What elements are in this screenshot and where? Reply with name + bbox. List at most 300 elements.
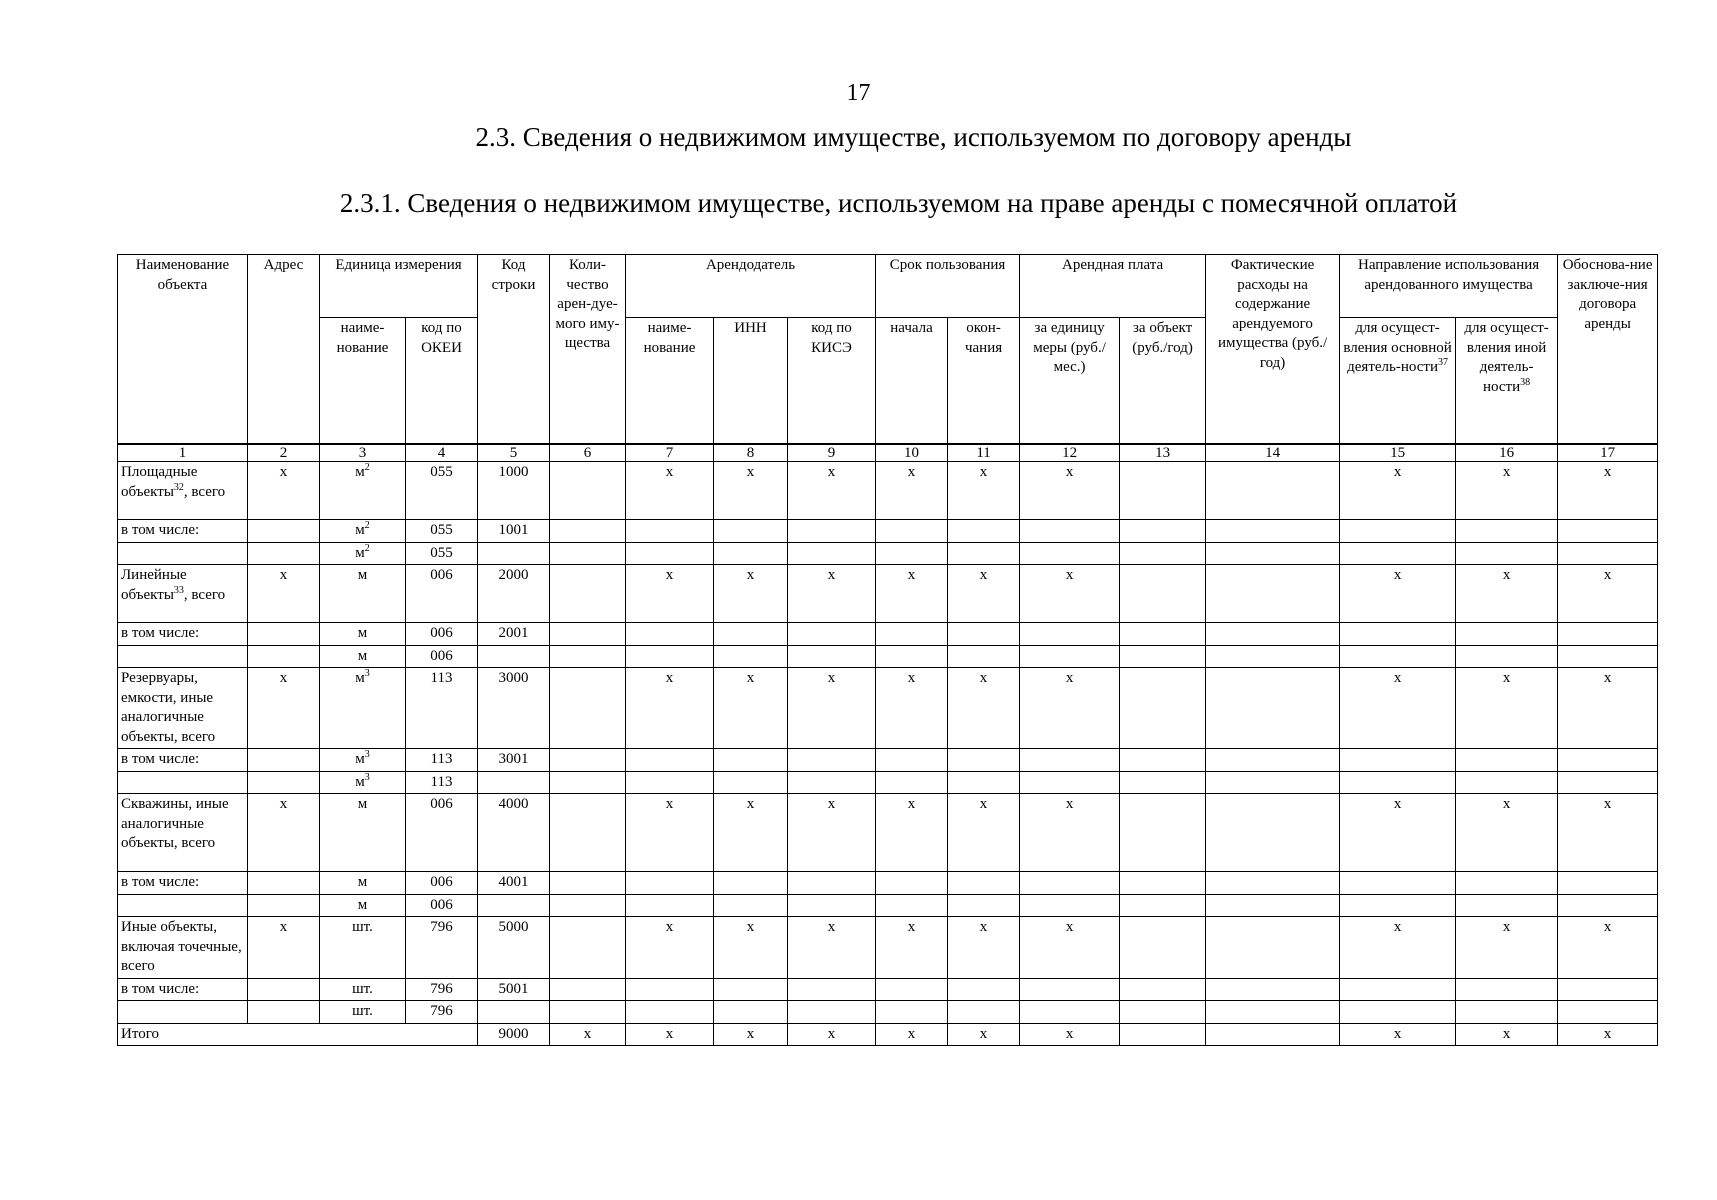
unit-name: шт.: [352, 980, 373, 997]
header-usage-group: Направление использования арендованного имущества: [1340, 255, 1558, 318]
start-cell: x: [876, 794, 948, 872]
object-name-cell: [118, 542, 248, 565]
use-main-cell: [1340, 623, 1456, 646]
okei-code-cell: 055: [406, 462, 478, 520]
qty-cell: [550, 872, 626, 895]
table-row: [118, 645, 1658, 668]
use-other-cell: x: [1456, 565, 1558, 623]
qty-cell: [550, 771, 626, 794]
kise-cell: x: [788, 668, 876, 749]
unit-name: м: [357, 567, 368, 583]
okei-code-cell: 006: [406, 794, 478, 872]
unit-name-cell: [320, 668, 406, 749]
costs-cell: [1206, 894, 1340, 917]
footnote-ref-37: 37: [1438, 357, 1449, 368]
unit-name-cell: [320, 794, 406, 872]
object-name-cell: [118, 1001, 248, 1024]
qty-cell: [550, 645, 626, 668]
address-cell: [248, 542, 320, 565]
per-object-cell: [1120, 645, 1206, 668]
unit-exponent: 3: [364, 749, 370, 760]
header-unit-code: код по ОКЕИ: [406, 318, 478, 444]
code-cell: [478, 1001, 550, 1024]
use-main-cell: x: [1340, 917, 1456, 979]
column-number: 3: [320, 444, 406, 462]
unit-name: м: [355, 670, 365, 686]
object-name-cell: [118, 771, 248, 794]
costs-cell: [1206, 542, 1340, 565]
okei-code-cell: 055: [406, 542, 478, 565]
table-row: [118, 872, 1658, 895]
unit-name: м: [357, 796, 368, 812]
lessor-name-cell: [626, 749, 714, 772]
code-cell: 1000: [478, 462, 550, 520]
total-use-main-cell: x: [1340, 1023, 1456, 1046]
object-name-cell: [118, 872, 248, 895]
unit-name-cell: [320, 645, 406, 668]
object-name-cell: [118, 978, 248, 1001]
start-cell: [876, 978, 948, 1001]
column-number: 10: [876, 444, 948, 462]
use-main-cell: [1340, 771, 1456, 794]
column-number: 11: [948, 444, 1020, 462]
total-lessor-name-cell: x: [626, 1023, 714, 1046]
code-cell: 4000: [478, 794, 550, 872]
start-cell: [876, 645, 948, 668]
table-row: [118, 542, 1658, 565]
lessor-name-cell: [626, 623, 714, 646]
total-per-unit-cell: x: [1020, 1023, 1120, 1046]
inn-cell: x: [714, 668, 788, 749]
per-unit-cell: [1020, 749, 1120, 772]
okei-code-cell: 006: [406, 565, 478, 623]
qty-cell: [550, 668, 626, 749]
header-rent-per-object: за объект (руб./год): [1120, 318, 1206, 444]
unit-exponent: 3: [364, 771, 370, 783]
use-main-cell: [1340, 894, 1456, 917]
per-unit-cell: [1020, 520, 1120, 543]
code-cell: 2000: [478, 565, 550, 623]
address-cell: x: [248, 794, 320, 872]
end-cell: [948, 894, 1020, 917]
table-row: [118, 623, 1658, 646]
end-cell: [948, 771, 1020, 794]
header-term-start: начала: [876, 318, 948, 444]
use-other-cell: [1456, 894, 1558, 917]
object-name-cell: [118, 462, 248, 520]
unit-name-cell: [320, 771, 406, 794]
total-label: Итого: [118, 1023, 478, 1046]
address-cell: [248, 872, 320, 895]
unit-name: м: [355, 751, 365, 767]
unit-name: шт.: [352, 1003, 373, 1019]
use-other-cell: [1456, 645, 1558, 668]
code-cell: 2001: [478, 623, 550, 646]
costs-cell: [1206, 917, 1340, 979]
costs-cell: [1206, 462, 1340, 520]
total-kise-cell: x: [788, 1023, 876, 1046]
object-name: Площадные объекты: [121, 464, 198, 500]
code-cell: 1001: [478, 520, 550, 543]
per-object-cell: [1120, 872, 1206, 895]
column-number: 8: [714, 444, 788, 462]
object-name-cell: [118, 520, 248, 543]
lease-table: [117, 254, 1658, 1046]
total-per-object-cell: [1120, 1023, 1206, 1046]
object-name-cell: [118, 565, 248, 623]
lessor-name-cell: [626, 542, 714, 565]
header-rent-group: Арендная плата: [1020, 255, 1206, 318]
code-cell: [478, 542, 550, 565]
end-cell: [948, 1001, 1020, 1024]
use-other-cell: x: [1456, 462, 1558, 520]
column-number: 4: [406, 444, 478, 462]
object-name: Линейные объекты: [121, 567, 187, 603]
end-cell: x: [948, 462, 1020, 520]
column-number: 1: [118, 444, 248, 462]
use-other-cell: [1456, 749, 1558, 772]
total-row: [118, 1023, 1658, 1046]
total-qty-cell: x: [550, 1023, 626, 1046]
header-usage-main: [1340, 318, 1456, 444]
costs-cell: [1206, 978, 1340, 1001]
page-number: 17: [846, 80, 871, 106]
costs-cell: [1206, 749, 1340, 772]
use-other-cell: [1456, 520, 1558, 543]
justification-cell: [1558, 978, 1658, 1001]
per-unit-cell: [1020, 542, 1120, 565]
header-unit-name: наиме-нование: [320, 318, 406, 444]
header-name: Наименование объекта: [118, 255, 248, 444]
qty-cell: [550, 978, 626, 1001]
costs-cell: [1206, 872, 1340, 895]
inn-cell: [714, 749, 788, 772]
table-row: [118, 1001, 1658, 1024]
per-object-cell: [1120, 794, 1206, 872]
justification-cell: x: [1558, 917, 1658, 979]
justification-cell: [1558, 520, 1658, 543]
per-object-cell: [1120, 520, 1206, 543]
address-cell: [248, 749, 320, 772]
column-number: 2: [248, 444, 320, 462]
table-row: [118, 520, 1658, 543]
table-row: [118, 917, 1658, 979]
header-unit-group: Единица измерения: [320, 255, 478, 318]
table-row: [118, 894, 1658, 917]
per-object-cell: [1120, 771, 1206, 794]
per-unit-cell: [1020, 894, 1120, 917]
end-cell: [948, 749, 1020, 772]
total-costs-cell: [1206, 1023, 1340, 1046]
justification-cell: [1558, 542, 1658, 565]
section-title: 2.3. Сведения о недвижимом имуществе, используемом по договору аренды: [475, 122, 1352, 152]
per-unit-cell: [1020, 771, 1120, 794]
end-cell: [948, 623, 1020, 646]
kise-cell: x: [788, 794, 876, 872]
header-quantity: Коли-чество арен-дуе-мого иму-щества: [550, 255, 626, 444]
end-cell: [948, 872, 1020, 895]
header-usage-other: [1456, 318, 1558, 444]
kise-cell: x: [788, 917, 876, 979]
total-inn-cell: x: [714, 1023, 788, 1046]
qty-cell: [550, 565, 626, 623]
use-main-cell: [1340, 872, 1456, 895]
total-justification-cell: x: [1558, 1023, 1658, 1046]
total-code-cell: 9000: [478, 1023, 550, 1046]
lessor-name-cell: x: [626, 668, 714, 749]
unit-name: м: [355, 464, 365, 480]
justification-cell: [1558, 623, 1658, 646]
object-name: в том числе:: [121, 874, 200, 890]
column-number: 6: [550, 444, 626, 462]
code-cell: 3001: [478, 749, 550, 772]
use-main-cell: x: [1340, 668, 1456, 749]
unit-name-cell: [320, 894, 406, 917]
object-name-cell: [118, 749, 248, 772]
justification-cell: x: [1558, 565, 1658, 623]
kise-cell: [788, 894, 876, 917]
column-number: 17: [1558, 444, 1658, 462]
qty-cell: [550, 542, 626, 565]
costs-cell: [1206, 645, 1340, 668]
address-cell: [248, 771, 320, 794]
column-number-row: [118, 444, 1658, 462]
lessor-name-cell: [626, 520, 714, 543]
costs-cell: [1206, 1001, 1340, 1024]
qty-cell: [550, 623, 626, 646]
header-rent-per-unit: за единицу меры (руб./мес.): [1020, 318, 1120, 444]
per-unit-cell: [1020, 872, 1120, 895]
table-row: [118, 978, 1658, 1001]
unit-name-cell: [320, 520, 406, 543]
okei-code-cell: 006: [406, 623, 478, 646]
unit-exponent: 3: [364, 668, 370, 679]
use-main-cell: x: [1340, 565, 1456, 623]
per-unit-cell: x: [1020, 565, 1120, 623]
table-row: [118, 749, 1658, 772]
okei-code-cell: 006: [406, 645, 478, 668]
justification-cell: [1558, 749, 1658, 772]
costs-cell: [1206, 794, 1340, 872]
code-cell: [478, 894, 550, 917]
column-number: 15: [1340, 444, 1456, 462]
per-object-cell: [1120, 565, 1206, 623]
unit-name-cell: [320, 462, 406, 520]
use-other-cell: [1456, 542, 1558, 565]
address-cell: [248, 978, 320, 1001]
inn-cell: x: [714, 462, 788, 520]
use-other-cell: [1456, 771, 1558, 794]
column-number: 7: [626, 444, 714, 462]
header-term-group: Срок пользования: [876, 255, 1020, 318]
qty-cell: [550, 749, 626, 772]
start-cell: [876, 771, 948, 794]
lessor-name-cell: x: [626, 917, 714, 979]
unit-name: м: [355, 544, 365, 561]
object-name-tail: , всего: [183, 483, 226, 500]
qty-cell: [550, 520, 626, 543]
okei-code-cell: 006: [406, 894, 478, 917]
object-name: Скважины, иные аналогичные объекты, всего: [121, 796, 229, 851]
unit-name-cell: [320, 1001, 406, 1024]
kise-cell: [788, 645, 876, 668]
use-other-cell: [1456, 1001, 1558, 1024]
column-number: 5: [478, 444, 550, 462]
end-cell: x: [948, 565, 1020, 623]
table-header: [118, 255, 1658, 462]
use-main-cell: [1340, 1001, 1456, 1024]
inn-cell: [714, 872, 788, 895]
start-cell: [876, 520, 948, 543]
unit-name-cell: [320, 749, 406, 772]
per-object-cell: [1120, 978, 1206, 1001]
use-other-cell: [1456, 978, 1558, 1001]
inn-cell: [714, 645, 788, 668]
justification-cell: [1558, 1001, 1658, 1024]
kise-cell: x: [788, 462, 876, 520]
object-name: в том числе:: [121, 522, 200, 538]
use-main-cell: [1340, 645, 1456, 668]
address-cell: [248, 520, 320, 543]
column-number: 14: [1206, 444, 1340, 462]
header-lessor-group: Арендодатель: [626, 255, 876, 318]
header-actual-costs: Фактические расходы на содержание арендуемого имущества (руб./год): [1206, 255, 1340, 444]
start-cell: [876, 1001, 948, 1024]
use-other-cell: [1456, 623, 1558, 646]
table-row: [118, 565, 1658, 623]
per-object-cell: [1120, 749, 1206, 772]
per-object-cell: [1120, 462, 1206, 520]
use-other-cell: x: [1456, 794, 1558, 872]
per-unit-cell: x: [1020, 917, 1120, 979]
use-main-cell: [1340, 978, 1456, 1001]
use-main-cell: [1340, 749, 1456, 772]
lessor-name-cell: x: [626, 565, 714, 623]
use-other-cell: x: [1456, 668, 1558, 749]
start-cell: x: [876, 668, 948, 749]
table-body: [118, 462, 1658, 1046]
okei-code-cell: 796: [406, 917, 478, 979]
okei-code-cell: 113: [406, 668, 478, 749]
start-cell: x: [876, 462, 948, 520]
end-cell: x: [948, 668, 1020, 749]
use-other-cell: [1456, 872, 1558, 895]
column-number: 16: [1456, 444, 1558, 462]
start-cell: [876, 623, 948, 646]
per-unit-cell: [1020, 645, 1120, 668]
address-cell: [248, 623, 320, 646]
costs-cell: [1206, 668, 1340, 749]
justification-cell: x: [1558, 462, 1658, 520]
object-name-cell: [118, 917, 248, 979]
unit-name-cell: [320, 978, 406, 1001]
column-number: 13: [1120, 444, 1206, 462]
table-row: [118, 668, 1658, 749]
code-cell: 5001: [478, 978, 550, 1001]
per-object-cell: [1120, 1001, 1206, 1024]
object-name: Иные объекты, включая точечные, всего: [121, 919, 242, 974]
header-lessor-kise: код по КИСЭ: [788, 318, 876, 444]
use-other-cell: x: [1456, 917, 1558, 979]
object-name: Резервуары, емкости, иные аналогичные объекты, всего: [121, 670, 216, 745]
header-term-end: окон-чания: [948, 318, 1020, 444]
okei-code-cell: 113: [406, 749, 478, 772]
per-object-cell: [1120, 668, 1206, 749]
lessor-name-cell: x: [626, 794, 714, 872]
qty-cell: [550, 917, 626, 979]
column-number: 12: [1020, 444, 1120, 462]
unit-name: м: [357, 625, 368, 641]
address-cell: x: [248, 462, 320, 520]
use-main-cell: x: [1340, 462, 1456, 520]
object-name-tail: , всего: [183, 586, 226, 603]
costs-cell: [1206, 520, 1340, 543]
per-unit-cell: x: [1020, 462, 1120, 520]
header-usage-other-text: для осущест-вления иной деятель-ности: [1464, 320, 1549, 395]
object-name: в том числе:: [121, 751, 200, 767]
per-unit-cell: [1020, 978, 1120, 1001]
inn-cell: [714, 894, 788, 917]
justification-cell: [1558, 894, 1658, 917]
per-unit-cell: x: [1020, 668, 1120, 749]
total-end-cell: x: [948, 1023, 1020, 1046]
kise-cell: [788, 771, 876, 794]
object-name: в том числе:: [121, 980, 200, 997]
kise-cell: [788, 749, 876, 772]
unit-name: шт.: [352, 919, 373, 935]
address-cell: x: [248, 917, 320, 979]
inn-cell: x: [714, 917, 788, 979]
inn-cell: x: [714, 565, 788, 623]
unit-name: м: [357, 896, 368, 913]
justification-cell: [1558, 645, 1658, 668]
lessor-name-cell: [626, 1001, 714, 1024]
inn-cell: x: [714, 794, 788, 872]
kise-cell: [788, 978, 876, 1001]
unit-name-cell: [320, 917, 406, 979]
object-name-cell: [118, 623, 248, 646]
unit-name-cell: [320, 872, 406, 895]
justification-cell: x: [1558, 668, 1658, 749]
unit-name-cell: [320, 623, 406, 646]
lessor-name-cell: x: [626, 462, 714, 520]
qty-cell: [550, 894, 626, 917]
unit-name: м: [357, 874, 368, 890]
per-object-cell: [1120, 623, 1206, 646]
code-cell: 3000: [478, 668, 550, 749]
end-cell: [948, 978, 1020, 1001]
inn-cell: [714, 520, 788, 543]
code-cell: [478, 771, 550, 794]
use-main-cell: x: [1340, 794, 1456, 872]
address-cell: [248, 894, 320, 917]
justification-cell: [1558, 872, 1658, 895]
qty-cell: [550, 1001, 626, 1024]
header-justification: Обоснова-ние заключе-ния договора аренды: [1558, 255, 1658, 444]
unit-name-cell: [320, 542, 406, 565]
total-start-cell: x: [876, 1023, 948, 1046]
justification-cell: x: [1558, 794, 1658, 872]
kise-cell: [788, 542, 876, 565]
kise-cell: [788, 872, 876, 895]
header-usage-main-text: для осущест-вления основной деятель-ности: [1343, 320, 1452, 375]
end-cell: x: [948, 917, 1020, 979]
table-row: [118, 771, 1658, 794]
per-unit-cell: x: [1020, 794, 1120, 872]
justification-cell: [1558, 771, 1658, 794]
okei-code-cell: 055: [406, 520, 478, 543]
start-cell: [876, 542, 948, 565]
